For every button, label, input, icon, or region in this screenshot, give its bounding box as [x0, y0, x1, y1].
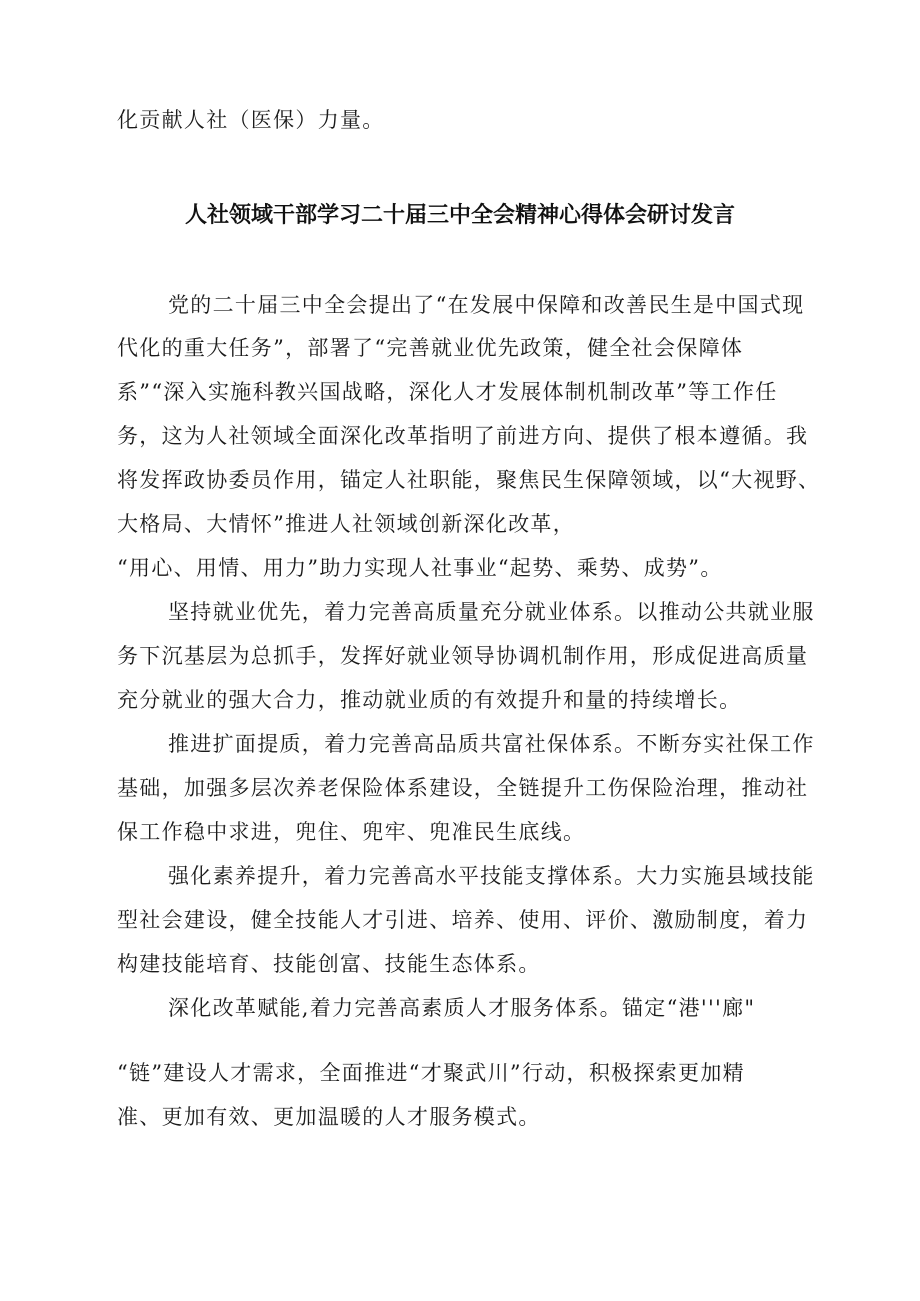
text-line: “用心、用情、用力”助力实现人社事业“起势、乘势、成势”。	[117, 556, 723, 580]
text-line: 深化改革赋能,着力完善高素质人才服务体系。锚定“港'''廊"	[168, 996, 756, 1020]
text-line: 务下沉基层为总抓手，发挥好就业领导协调机制作用，形成促进高质量	[117, 644, 809, 668]
text-line: 基础，加强多层次养老保险体系建设，全链提升工伤保险治理，推动社	[117, 776, 809, 800]
text-line: 党的二十届三中全会提出了“在发展中保障和改善民生是中国式现	[168, 293, 805, 317]
text-line: 保工作稳中求进，兜住、兜牢、兜准民生底线。	[117, 820, 586, 844]
text-line: 准、更加有效、更加温暖的人才服务模式。	[117, 1105, 541, 1129]
text-line: 充分就业的强大合力，推动就业质的有效提升和量的持续增长。	[117, 688, 742, 712]
text-line: 将发挥政协委员作用，锚定人社职能，聚焦民生保障领域，以“大视野、	[117, 468, 821, 492]
document-title: 人社领域干部学习二十届三中全会精神心得体会研讨发言	[184, 203, 735, 228]
text-line: “链”建设人才需求，全面推进“才聚武川”行动，积极探索更加精	[117, 1061, 745, 1085]
text-line: 代化的重大任务”，部署了“完善就业优先政策，健全社会保障体	[117, 336, 744, 360]
text-line: 坚持就业优先，着力完善高质量充分就业体系。以推动公共就业服	[168, 600, 815, 624]
text-line: 推进扩面提质，着力完善高品质共富社保体系。不断夯实社保工作	[168, 732, 815, 756]
carryover-line: 化贡献人社（医保）力量。	[117, 108, 385, 132]
text-line: 大格局、大情怀”推进人社领域创新深化改革，	[117, 512, 576, 536]
text-line: 系”“深入实施科教兴国战略，深化人才发展体制机制改革”等工作任	[117, 380, 778, 404]
text-line: 务，这为人社领域全面深化改革指明了前进方向、提供了根本遵循。我	[117, 424, 809, 448]
text-line: 型社会建设，健全技能人才引进、培养、使用、评价、激励制度，着力	[117, 908, 809, 932]
text-line: 构建技能培育、技能创富、技能生态体系。	[117, 952, 541, 976]
text-line: 强化素养提升，着力完善高水平技能支撑体系。大力实施县域技能	[168, 864, 815, 888]
